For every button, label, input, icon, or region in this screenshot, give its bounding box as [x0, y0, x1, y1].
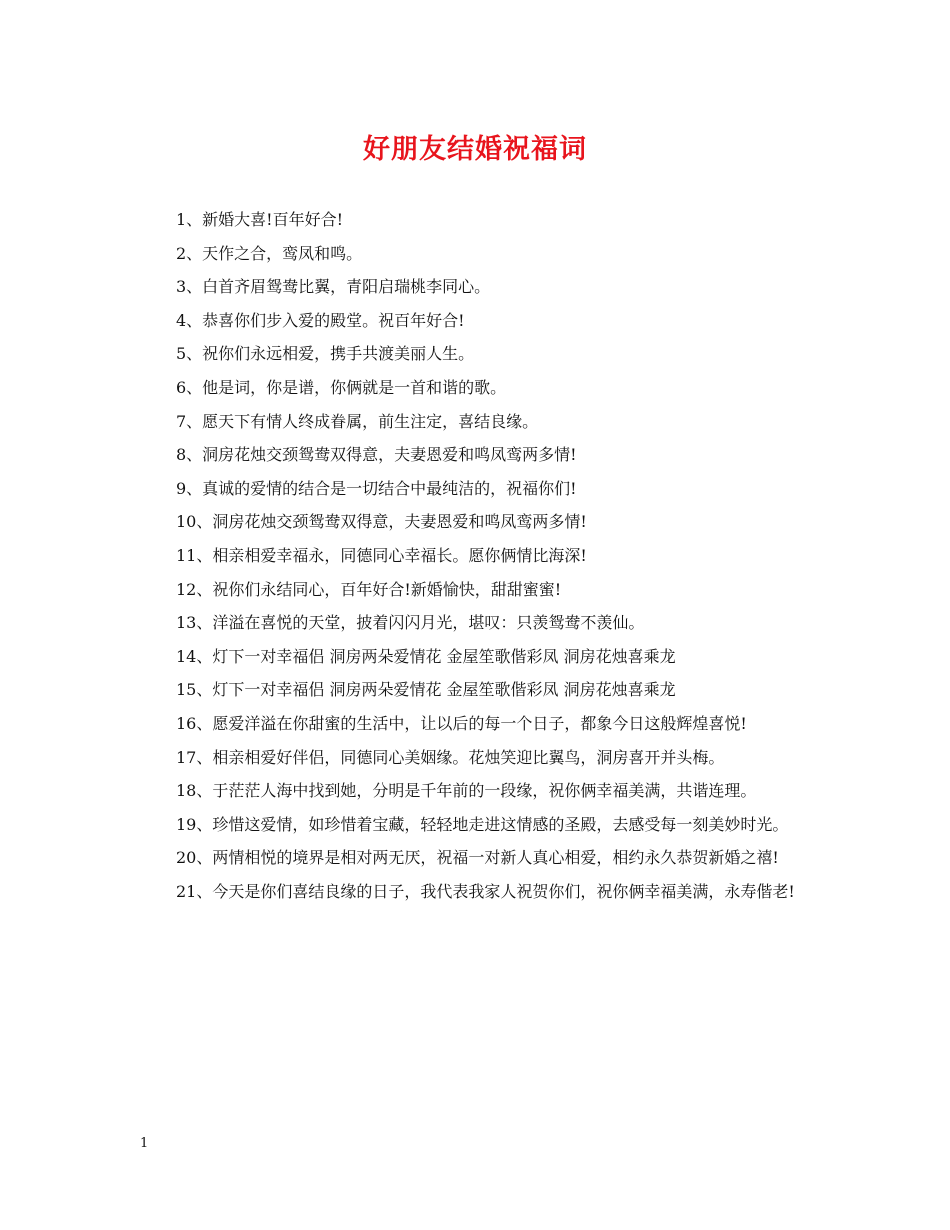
paragraph-11: 11、相亲相爱幸福永，同德同心幸福长。愿你俩情比海深! [176, 545, 587, 565]
paragraph-17: 17、相亲相爱好伴侣，同德同心美姻缘。花烛笑迎比翼鸟，洞房喜开并头梅。 [176, 747, 725, 767]
page-number: 1 [140, 1136, 149, 1151]
paragraph-15: 15、灯下一对幸福侣 洞房两朵爱情花 金屋笙歌偕彩凤 洞房花烛喜乘龙 [176, 680, 676, 700]
paragraph-2: 2、天作之合，鸾凤和鸣。 [176, 243, 363, 263]
paragraph-13: 13、洋溢在喜悦的天堂，披着闪闪月光，堪叹：只羡鸳鸯不羡仙。 [176, 613, 645, 633]
paragraph-6: 6、他是词，你是谱，你俩就是一首和谐的歌。 [176, 377, 507, 397]
paragraph-12: 12、祝你们永结同心，百年好合!新婚愉快，甜甜蜜蜜! [176, 579, 562, 599]
document-body [140, 203, 812, 908]
paragraph-14: 14、灯下一对幸福侣 洞房两朵爱情花 金屋笙歌偕彩凤 洞房花烛喜乘龙 [176, 646, 676, 666]
paragraph-10: 10、洞房花烛交颈鸳鸯双得意，夫妻恩爱和鸣凤鸾两多情! [176, 512, 587, 532]
paragraph-1: 1、新婚大喜!百年好合! [176, 210, 344, 229]
paragraph-4: 4、恭喜你们步入爱的殿堂。祝百年好合! [176, 310, 465, 330]
paragraph-9: 9、真诚的爱情的结合是一切结合中最纯洁的，祝福你们! [176, 478, 577, 498]
paragraph-3: 3、白首齐眉鸳鸯比翼，青阳启瑞桃李同心。 [176, 277, 491, 297]
paragraph-19: 19、珍惜这爱情，如珍惜着宝藏，轻轻地走进这情感的圣殿，去感受每一刻美妙时光。 [176, 814, 789, 834]
paragraph-18: 18、于茫茫人海中找到她，分明是千年前的一段缘，祝你俩幸福美满，共谐连理。 [176, 781, 757, 801]
paragraph-16: 16、愿爱洋溢在你甜蜜的生活中，让以后的每一个日子，都象今日这般辉煌喜悦! [176, 713, 747, 733]
paragraph-21: 21、今天是你们喜结良缘的日子，我代表我家人祝贺你们，祝你俩幸福美满，永寿偕老! [176, 881, 795, 901]
paragraph-8: 8、洞房花烛交颈鸳鸯双得意，夫妻恩爱和鸣凤鸾两多情! [176, 445, 577, 465]
paragraph-5: 5、祝你们永远相爱，携手共渡美丽人生。 [176, 344, 475, 364]
paragraph-7: 7、愿天下有情人终成眷属，前生注定，喜结良缘。 [176, 411, 539, 431]
paragraph-20: 20、两情相悦的境界是相对两无厌，祝福一对新人真心相爱，相约永久恭贺新婚之禧! [176, 848, 779, 868]
document-title: 好朋友结婚祝福词 [363, 134, 587, 165]
